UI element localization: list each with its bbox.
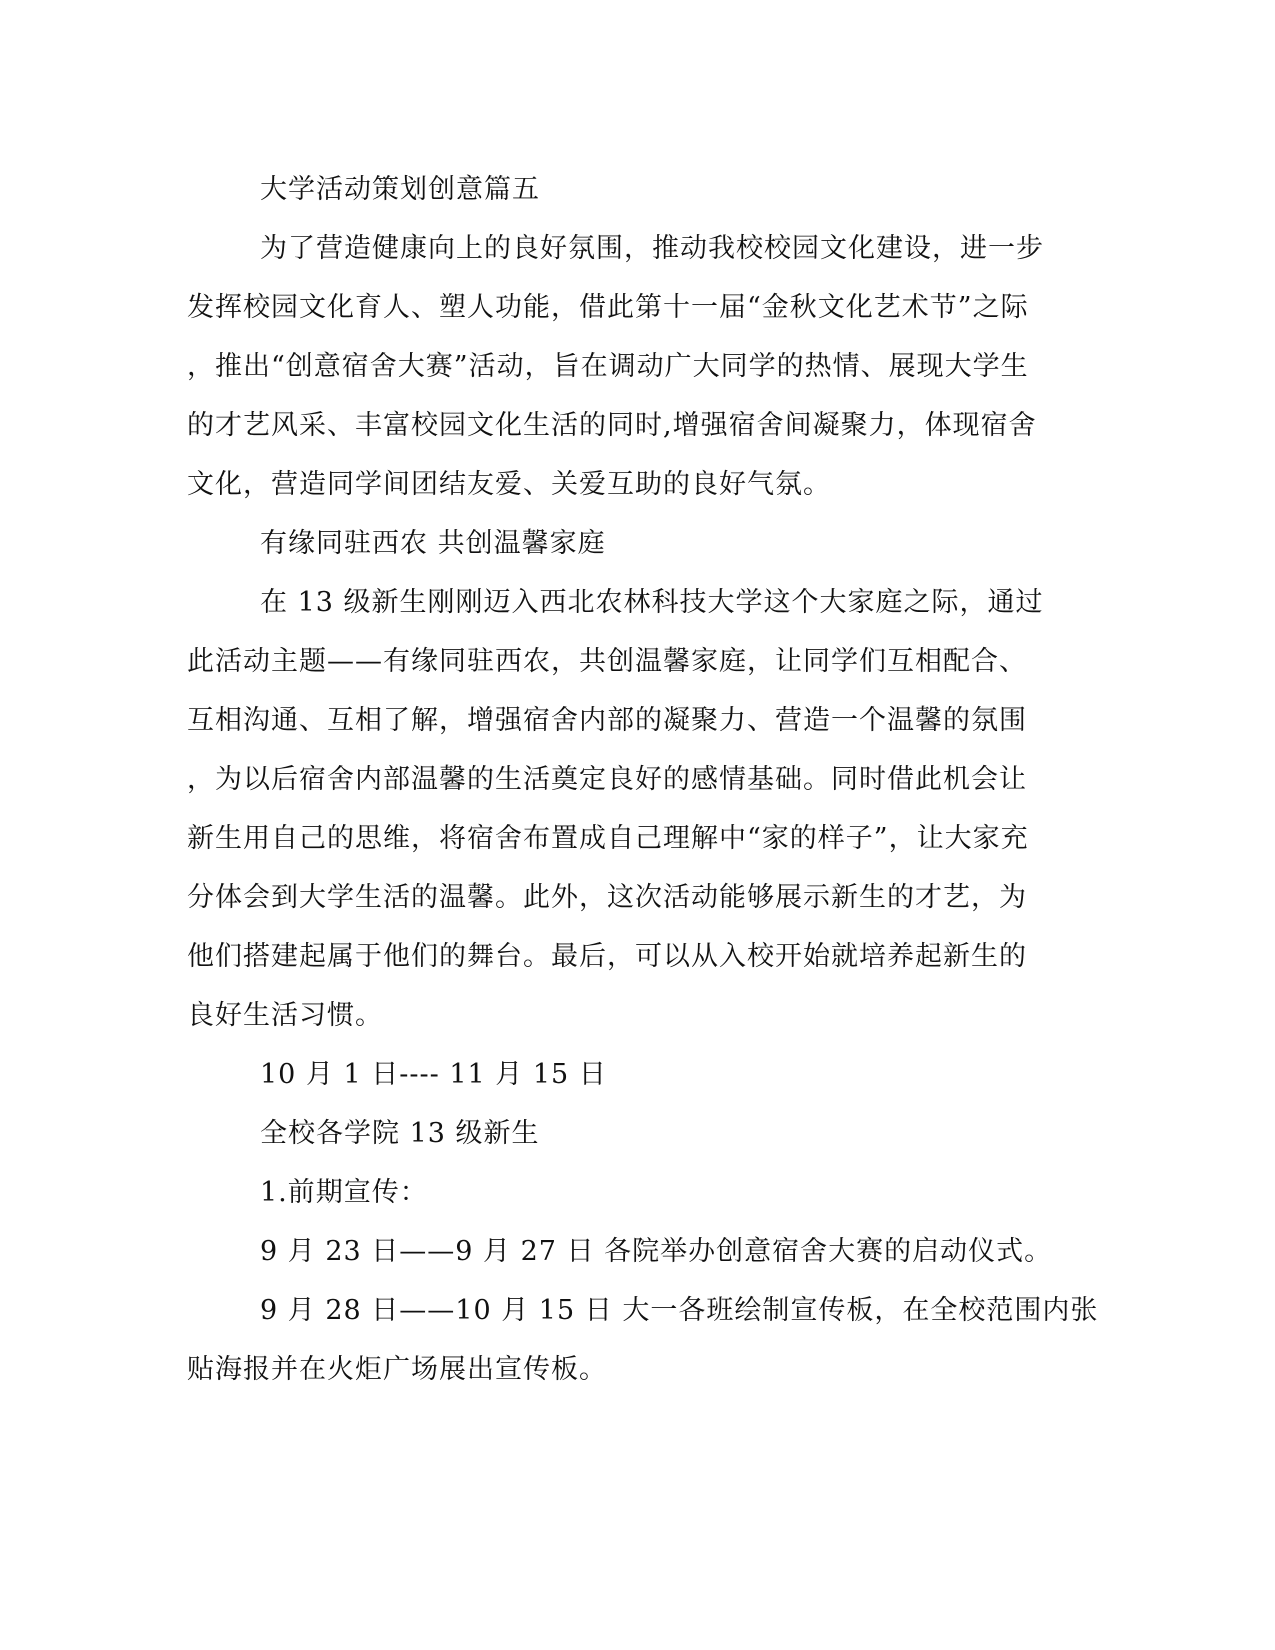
stage-title: 1.前期宣传：: [260, 1177, 428, 1208]
document-heading: 大学活动策划创意篇五: [260, 174, 540, 205]
theme-line: 有缘同驻西农 共创温馨家庭: [260, 528, 606, 559]
time-line: 10 月 1 日---- 11 月 15 日: [260, 1059, 607, 1090]
purpose-line: 良好生活习惯。: [187, 1000, 383, 1031]
document-body: [187, 160, 1099, 1399]
intro-line: 发挥校园文化育人、塑人功能，借此第十一届“金秋文化艺术节”之际: [187, 292, 1029, 323]
stage-item-continued: 贴海报并在火炬广场展出宣传板。: [187, 1354, 607, 1385]
intro-line: 的才艺风采、丰富校园文化生活的同时,增强宿舍间凝聚力，体现宿舍: [187, 410, 1037, 441]
purpose-line: 新生用自己的思维，将宿舍布置成自己理解中“家的样子”，让大家充: [187, 823, 1029, 854]
purpose-line: 他们搭建起属于他们的舞台。最后，可以从入校开始就培养起新生的: [187, 941, 1027, 972]
intro-line: ，推出“创意宿舍大赛”活动，旨在调动广大同学的热情、展现大学生: [187, 351, 1029, 382]
participants-line: 全校各学院 13 级新生: [260, 1118, 540, 1149]
stage-item: 9 月 28 日——10 月 15 日 大一各班绘制宣传板，在全校范围内张: [260, 1295, 1099, 1326]
purpose-line: 互相沟通、互相了解，增强宿舍内部的凝聚力、营造一个温馨的氛围: [187, 705, 1027, 736]
purpose-line: 在 13 级新生刚刚迈入西北农林科技大学这个大家庭之际，通过: [260, 587, 1044, 618]
stage-item: 9 月 23 日——9 月 27 日 各院举办创意宿舍大赛的启动仪式。: [260, 1236, 1053, 1267]
intro-line: 文化，营造同学间团结友爱、关爱互助的良好气氛。: [187, 469, 831, 500]
purpose-line: 此活动主题——有缘同驻西农，共创温馨家庭，让同学们互相配合、: [187, 646, 1027, 677]
intro-line: 为了营造健康向上的良好氛围，推动我校校园文化建设，进一步: [260, 233, 1044, 264]
purpose-line: ，为以后宿舍内部温馨的生活奠定良好的感情基础。同时借此机会让: [187, 764, 1027, 795]
purpose-line: 分体会到大学生活的温馨。此外，这次活动能够展示新生的才艺，为: [187, 882, 1027, 913]
